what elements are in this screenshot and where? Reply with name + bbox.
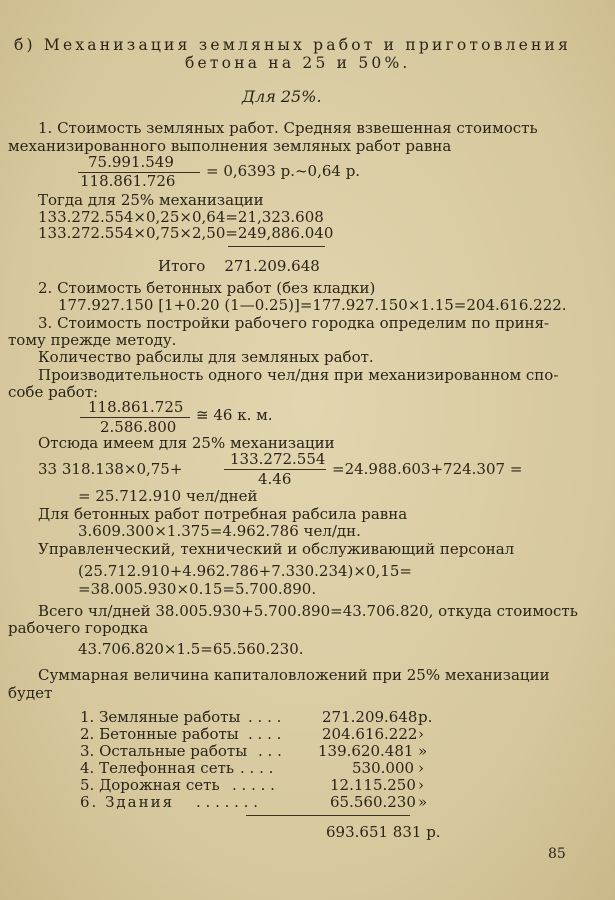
calculation-line: = 25.712.910 чел/дней — [78, 487, 258, 505]
summary-value: 271.209.648 — [322, 708, 418, 726]
paragraph-line: 1. Стоимость земляных работ. Средняя взвешенная стоимость — [38, 119, 538, 137]
summary-value: 204.616.222 — [322, 725, 418, 743]
subheading: Для 25%. — [242, 87, 322, 106]
summary-leader: . . . . . . . — [196, 793, 258, 811]
page-number: 85 — [548, 846, 566, 862]
summary-unit: » — [418, 793, 428, 811]
summary-unit: р. — [418, 708, 433, 726]
summary-leader: . . . . — [248, 708, 282, 726]
calculation-line: 43.706.820×1.5=65.560.230. — [78, 640, 304, 658]
paragraph-line: Отсюда имеем для 25% механизации — [38, 434, 335, 452]
paragraph-line: 2. Стоимость бетонных работ (без кладки) — [38, 279, 376, 297]
summary-value: 65.560.230 — [330, 793, 416, 811]
grand-total: 693.651 831 р. — [326, 823, 441, 841]
summary-label: 5. Дорожная сеть — [80, 776, 220, 794]
fraction-result: = 0,6393 р.~0,64 р. — [206, 162, 361, 180]
section-heading-cont: бетона на 25 и 50%. — [185, 54, 411, 72]
fraction-numerator: 118.861.725 — [88, 398, 184, 416]
paragraph-line: тому прежде методу. — [8, 331, 177, 349]
calculation-line: 133.272.554×0,75×2,50=249,886.040 — [38, 224, 334, 242]
summary-value: 139.620.481 — [318, 742, 414, 760]
paragraph-line: Суммарная величина капиталовложений при 25% механизации — [38, 666, 550, 684]
paragraph-line: Количество рабсилы для земляных работ. — [38, 348, 374, 366]
fraction-numerator: 133.272.554 — [230, 450, 326, 468]
paragraph-line: Управленческий, технический и обслуживающий персонал — [38, 540, 515, 558]
summary-value: 530.000 — [352, 759, 415, 777]
calculation-line: 177.927.150 [1+0.20 (1—0.25)]=177.927.150×1.15=204.616.222. — [58, 296, 567, 314]
sum-rule — [228, 246, 325, 247]
paragraph-line: Всего чл/дней 38.005.930+5.700.890=43.706.820, откуда стоимость — [38, 602, 578, 620]
summary-unit: » — [418, 742, 428, 760]
summary-label: 1. Земляные работы — [80, 708, 241, 726]
calculation-part: 33 318.138×0,75+ — [38, 460, 183, 478]
fraction-denominator: 2.586.800 — [100, 418, 177, 436]
summary-leader: . . . . — [248, 725, 282, 743]
total-line: Итого 271.209.648 — [158, 257, 320, 275]
paragraph-line: механизированного выполнения земляных работ равна — [8, 137, 452, 155]
summary-unit: › — [418, 776, 424, 794]
fraction-numerator: 75.991.549 — [88, 153, 174, 171]
calculation-part: =24.988.603+724.307 = — [332, 460, 523, 478]
summary-label: 4. Телефонная сеть — [80, 759, 235, 777]
paragraph-line: будет — [8, 684, 53, 702]
summary-leader: . . . . . — [232, 776, 275, 794]
paragraph-line: 3. Стоимость постройки рабочего городка определим по приня- — [38, 314, 550, 332]
fraction-denominator: 4.46 — [258, 470, 292, 488]
summary-unit: › — [418, 759, 424, 777]
summary-leader: . . . — [258, 742, 282, 760]
paragraph-line: Производительность одного чел/дня при механизированном спо- — [38, 366, 559, 384]
section-heading: б) Механизация земляных работ и приготовления — [14, 36, 572, 54]
fraction-denominator: 118.861.726 — [80, 172, 176, 190]
calculation-line: 3.609.300×1.375=4.962.786 чел/дн. — [78, 522, 361, 540]
summary-leader: . . . . — [240, 759, 274, 777]
calculation-line: =38.005.930×0.15=5.700.890. — [78, 580, 317, 598]
paragraph-line: рабочего городка — [8, 619, 149, 637]
paragraph-line: Для бетонных работ потребная рабсила равна — [38, 505, 408, 523]
summary-label: 6. Здания — [80, 793, 175, 811]
fraction-result: ≅ 46 к. м. — [196, 406, 273, 424]
summary-label: 2. Бетонные работы — [80, 725, 239, 743]
paragraph-line: Тогда для 25% механизации — [38, 191, 264, 209]
summary-label: 3. Остальные работы — [80, 742, 248, 760]
calculation-line: (25.712.910+4.962.786+7.330.234)×0,15= — [78, 562, 412, 580]
summary-unit: › — [418, 725, 424, 743]
calculation-line: 133.272.554×0,25×0,64=21,323.608 — [38, 208, 324, 226]
paragraph-line: собе работ: — [8, 383, 99, 401]
summary-value: 12.115.250 — [330, 776, 416, 794]
sum-rule — [246, 815, 410, 816]
